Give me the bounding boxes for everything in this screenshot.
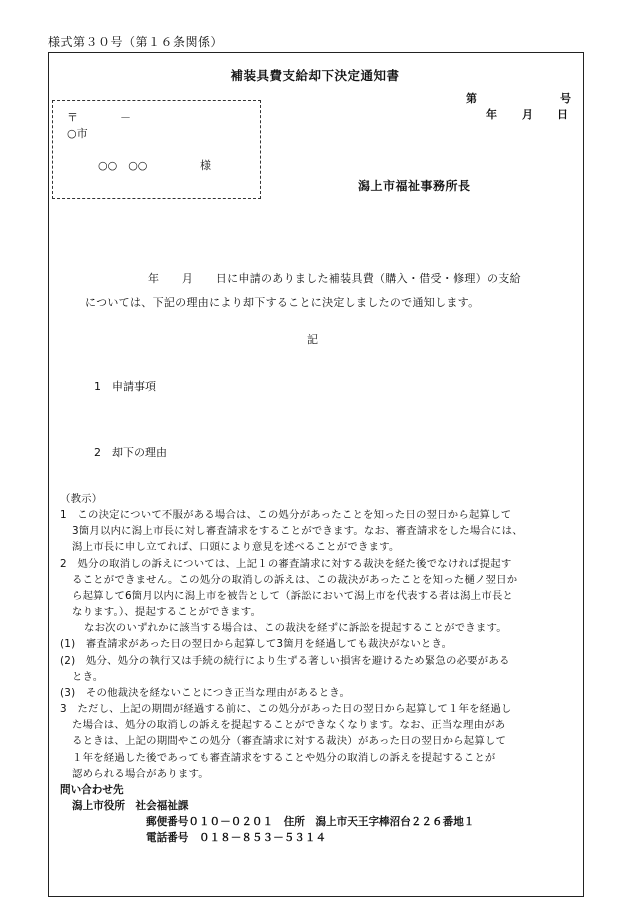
- address-city: ○市: [67, 127, 88, 140]
- note-line: た場合は、処分の取消しの訴えを提起することができなくなります。なお、正当な理由があ: [72, 719, 506, 732]
- zip-dash: －: [120, 111, 131, 124]
- notes-heading: （教示）: [60, 493, 103, 505]
- body-line-2: については、下記の理由により却下することに決定しましたので通知します。: [85, 296, 480, 309]
- note-line: ら起算して6箇月以内に潟上市を被告として（訴訟において潟上市を代表する者は潟上市長と: [72, 589, 514, 602]
- sender-name: 潟上市福祉事務所長: [358, 179, 471, 193]
- body-line-1: 年 月 日に申請のありました補装具費（購入・借受・修理）の支給: [148, 272, 521, 285]
- note-line: 3 ただし、上記の期間が経過する前に、この処分があった日の翌日から起算して１年を経過し: [60, 703, 512, 716]
- note-line: 潟上市長に申し立てれば、口頭により意見を述べることができます。: [72, 541, 400, 554]
- date-year: 年: [486, 108, 497, 121]
- note-line: ることができません。この処分の取消しの訴えは、この裁決があったことを知った樋ノ翌日か: [72, 573, 518, 586]
- ki-marker: 記: [307, 333, 318, 346]
- contact-phone: 電話番号 ０１８－８５３－５３１４: [146, 832, 327, 844]
- date-month: 月: [522, 108, 533, 121]
- contact-heading: 問い合わせ先: [60, 784, 124, 796]
- date-day: 日: [557, 108, 568, 121]
- recipient-honorific: 様: [200, 159, 211, 172]
- note-line: 3箇月以内に潟上市長に対し審査請求をすることができます。なお、審査請求をした場合には、: [72, 525, 523, 538]
- note-line: とき。: [72, 670, 104, 683]
- note-line: 1 この決定について不服がある場合は、この処分があったことを知った日の翌日から起算して: [60, 509, 512, 522]
- document-title: 補装具費支給却下決定通知書: [230, 68, 400, 83]
- contact-office: 潟上市役所 社会福祉課: [72, 800, 189, 812]
- zip-mark: 〒: [67, 111, 78, 124]
- note-line: １年を経過した後であっても審査請求をすることや処分の取消しの訴えを提起することが: [72, 751, 496, 764]
- doc-number-dai: 第: [466, 92, 477, 105]
- recipient-name: ○○ ○○: [98, 159, 148, 172]
- note-line: 認められる場合があります。: [72, 767, 209, 780]
- form-number: 様式第３０号（第１６条関係）: [48, 35, 224, 49]
- note-line: なります。）、提起することができます。: [72, 606, 262, 619]
- contact-info: [60, 782, 474, 846]
- instruction-notes: [60, 491, 523, 782]
- note-line: 2 処分の取消しの訴えについては、上記１の審査請求に対する裁決を経た後でなければ提起す: [60, 557, 512, 570]
- contact-postal-address: 郵便番号０１０－０２０１ 住所 潟上市天王字棒沼台２２６番地１: [146, 816, 475, 828]
- note-line: (2) 処分、処分の執行又は手続の続行により生ずる著しい損害を避けるため緊急の必要がある: [60, 654, 510, 667]
- doc-number-go: 号: [560, 92, 571, 105]
- address-box: [52, 100, 261, 199]
- note-line: るときは、上記の期間やこの処分（審査請求に対する裁決）があった日の翌日から起算して: [72, 735, 507, 748]
- note-line: なお次のいずれかに該当する場合は、この裁決を経ずに訴訟を提起することができます。: [84, 622, 507, 635]
- item-rejection-reason: 2 却下の理由: [94, 446, 167, 459]
- item-application: 1 申請事項: [94, 380, 156, 393]
- note-line: (1) 審査請求があった日の翌日から起算して3箇月を経過しても裁決がないとき。: [60, 638, 453, 651]
- note-line: (3) その他裁決を経ないことにつき正当な理由があるとき。: [60, 686, 351, 699]
